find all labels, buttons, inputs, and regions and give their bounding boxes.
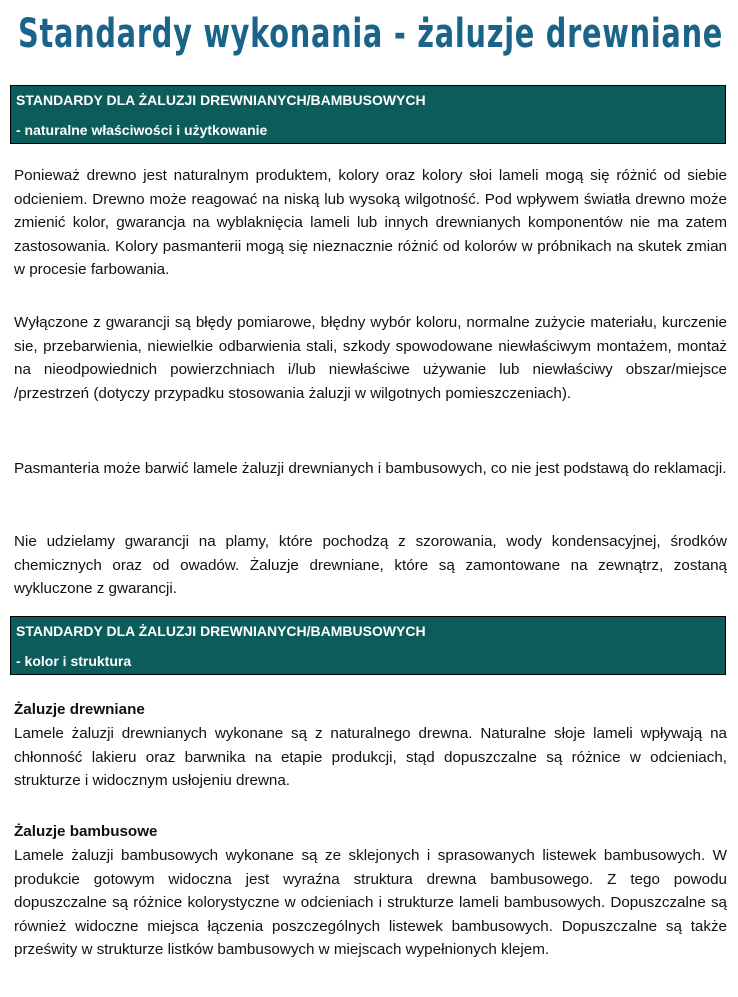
paragraph-wood-blinds: Lamele żaluzji drewnianych wykonane są z naturalnego drewna. Naturalne słoje lameli wpływają na chłonność lakieru oraz barwnika na etapie produkcji, stąd dopuszczalne są różnice w odcieniach, strukturze i widocznym usłojeniu drewna. <box>14 725 727 789</box>
paragraph-trim-staining: Pasmanteria może barwić lamele żaluzji drewnianych i bambusowych, co nie jest podstawą do reklamacji. <box>14 460 727 477</box>
subheading-wood-blinds: Żaluzje drewniane <box>14 701 145 718</box>
subheading-bamboo-blinds: Żaluzje bambusowe <box>14 823 158 840</box>
paragraph-stains-warranty: Nie udzielamy gwarancji na plamy, które pochodzą z szorowania, wody kondensacyjnej, środków chemicznych oraz od owadów. Żaluzje drewniane, które są zamontowane na zewnątrz, zostaną wykluczone z gwarancji. <box>14 533 727 597</box>
banner-heading: STANDARDY DLA ŻALUZJI DREWNIANYCH/BAMBUSOWYCH <box>16 623 426 639</box>
page-title: Standardy wykonania - żaluzje drewniane <box>18 11 724 57</box>
paragraph-bamboo-blinds: Lamele żaluzji bambusowych wykonane są ze sklejonych i sprasowanych listewek bambusowych. W produkcie gotowym widoczna jest wyraźna struktura drewna bambusowego. Z tego powodu dopuszczalne są różnice kolorystyczne w odcieniach i strukturze lameli bambusowych. Dopuszczalne są również widoczne miejsca łączenia poszczególnych listewek bambusowych. Dopuszczalne są także prześwity w strukturze listków bambusowych w miejscach wypełnionych klejem. <box>14 847 727 958</box>
banner-subheading: - kolor i struktura <box>16 653 132 669</box>
section-banner-properties <box>10 85 726 144</box>
banner-subheading: - naturalne właściwości i użytkowanie <box>16 122 268 138</box>
paragraph-warranty-exclusions: Wyłączone z gwarancji są błędy pomiarowe, błędny wybór koloru, normalne zużycie materiału, kurczenie sie, przebarwienia, niewielkie odbarwienia stali, szkody spowodowane niewłaściwym montażem, montaż na nieodpowiednich powierzchniach i/lub niewłaściwe używanie lub niewłaściwy obszar/miejsce /przestrzeń (dotyczy przypadku stosowania żaluzji w wilgotnych pomieszczeniach). <box>14 314 727 402</box>
paragraph-natural-product: Ponieważ drewno jest naturalnym produktem, kolory oraz kolory słoi lameli mogą się różnić od siebie odcieniem. Drewno może reagować na niską lub wysoką wilgotność. Pod wpływem światła drewno może zmienić kolor, gwarancja na wyblaknięcia lameli lub innych drewnianych komponentów nie ma zatem zastosowania. Kolory pasmanterii mogą się nieznacznie różnić od kolorów w próbnikach na skutek zmian w procesie farbowania. <box>14 167 727 278</box>
section-banner-color-structure <box>10 616 726 675</box>
banner-heading: STANDARDY DLA ŻALUZJI DREWNIANYCH/BAMBUSOWYCH <box>16 92 426 108</box>
